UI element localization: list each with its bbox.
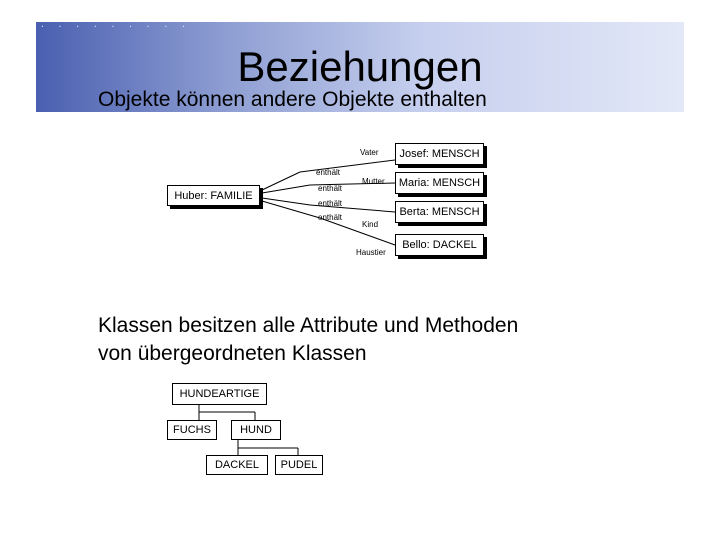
role-label-haustier: Haustier <box>356 248 386 257</box>
class-label-hund: HUND <box>240 424 272 436</box>
class-box-dackel <box>206 455 268 475</box>
edge-label-1: enthält <box>316 168 341 177</box>
body-text <box>98 312 518 368</box>
object-label-berta: Berta: MENSCH <box>399 206 480 218</box>
object-box-maria <box>395 172 484 194</box>
slide-title: Beziehungen <box>237 43 483 90</box>
class-label-hundeartige: HUNDEARTIGE <box>179 388 260 400</box>
role-label-vater: Vater <box>360 148 379 157</box>
object-label-bello: Bello: DACKEL <box>402 239 477 251</box>
role-label-mutter: Mutter <box>362 177 385 186</box>
class-label-fuchs: FUCHS <box>173 424 211 436</box>
object-box-berta <box>395 201 484 223</box>
object-box-josef <box>395 143 484 165</box>
body-text-line-1: Klassen besitzen alle Attribute und Methoden <box>98 314 519 337</box>
body-text-line-2: von übergeordneten Klassen <box>98 342 367 365</box>
object-box-bello <box>395 234 484 256</box>
class-label-dackel: DACKEL <box>214 459 260 471</box>
edge-label-2: enthält <box>318 184 343 193</box>
object-label-josef: Josef: MENSCH <box>399 148 480 160</box>
edge-label-4: enthält <box>318 213 343 222</box>
class-label-pudel: PUDEL <box>280 459 318 471</box>
class-box-fuchs <box>167 420 217 440</box>
family-object-box <box>167 185 260 206</box>
family-object-label: Huber: FAMILIE <box>174 189 253 202</box>
slide-subtitle: Objekte können andere Objekte enthalten <box>98 88 487 111</box>
class-box-pudel <box>275 455 323 475</box>
class-box-hund <box>231 420 281 440</box>
role-label-kind: Kind <box>362 220 379 229</box>
class-box-hundeartige <box>172 383 267 405</box>
edge-label-3: enthält <box>318 199 343 208</box>
object-label-maria: Maria: MENSCH <box>398 177 481 189</box>
banner-dots-decoration: . . . . . . . . . <box>40 20 190 29</box>
